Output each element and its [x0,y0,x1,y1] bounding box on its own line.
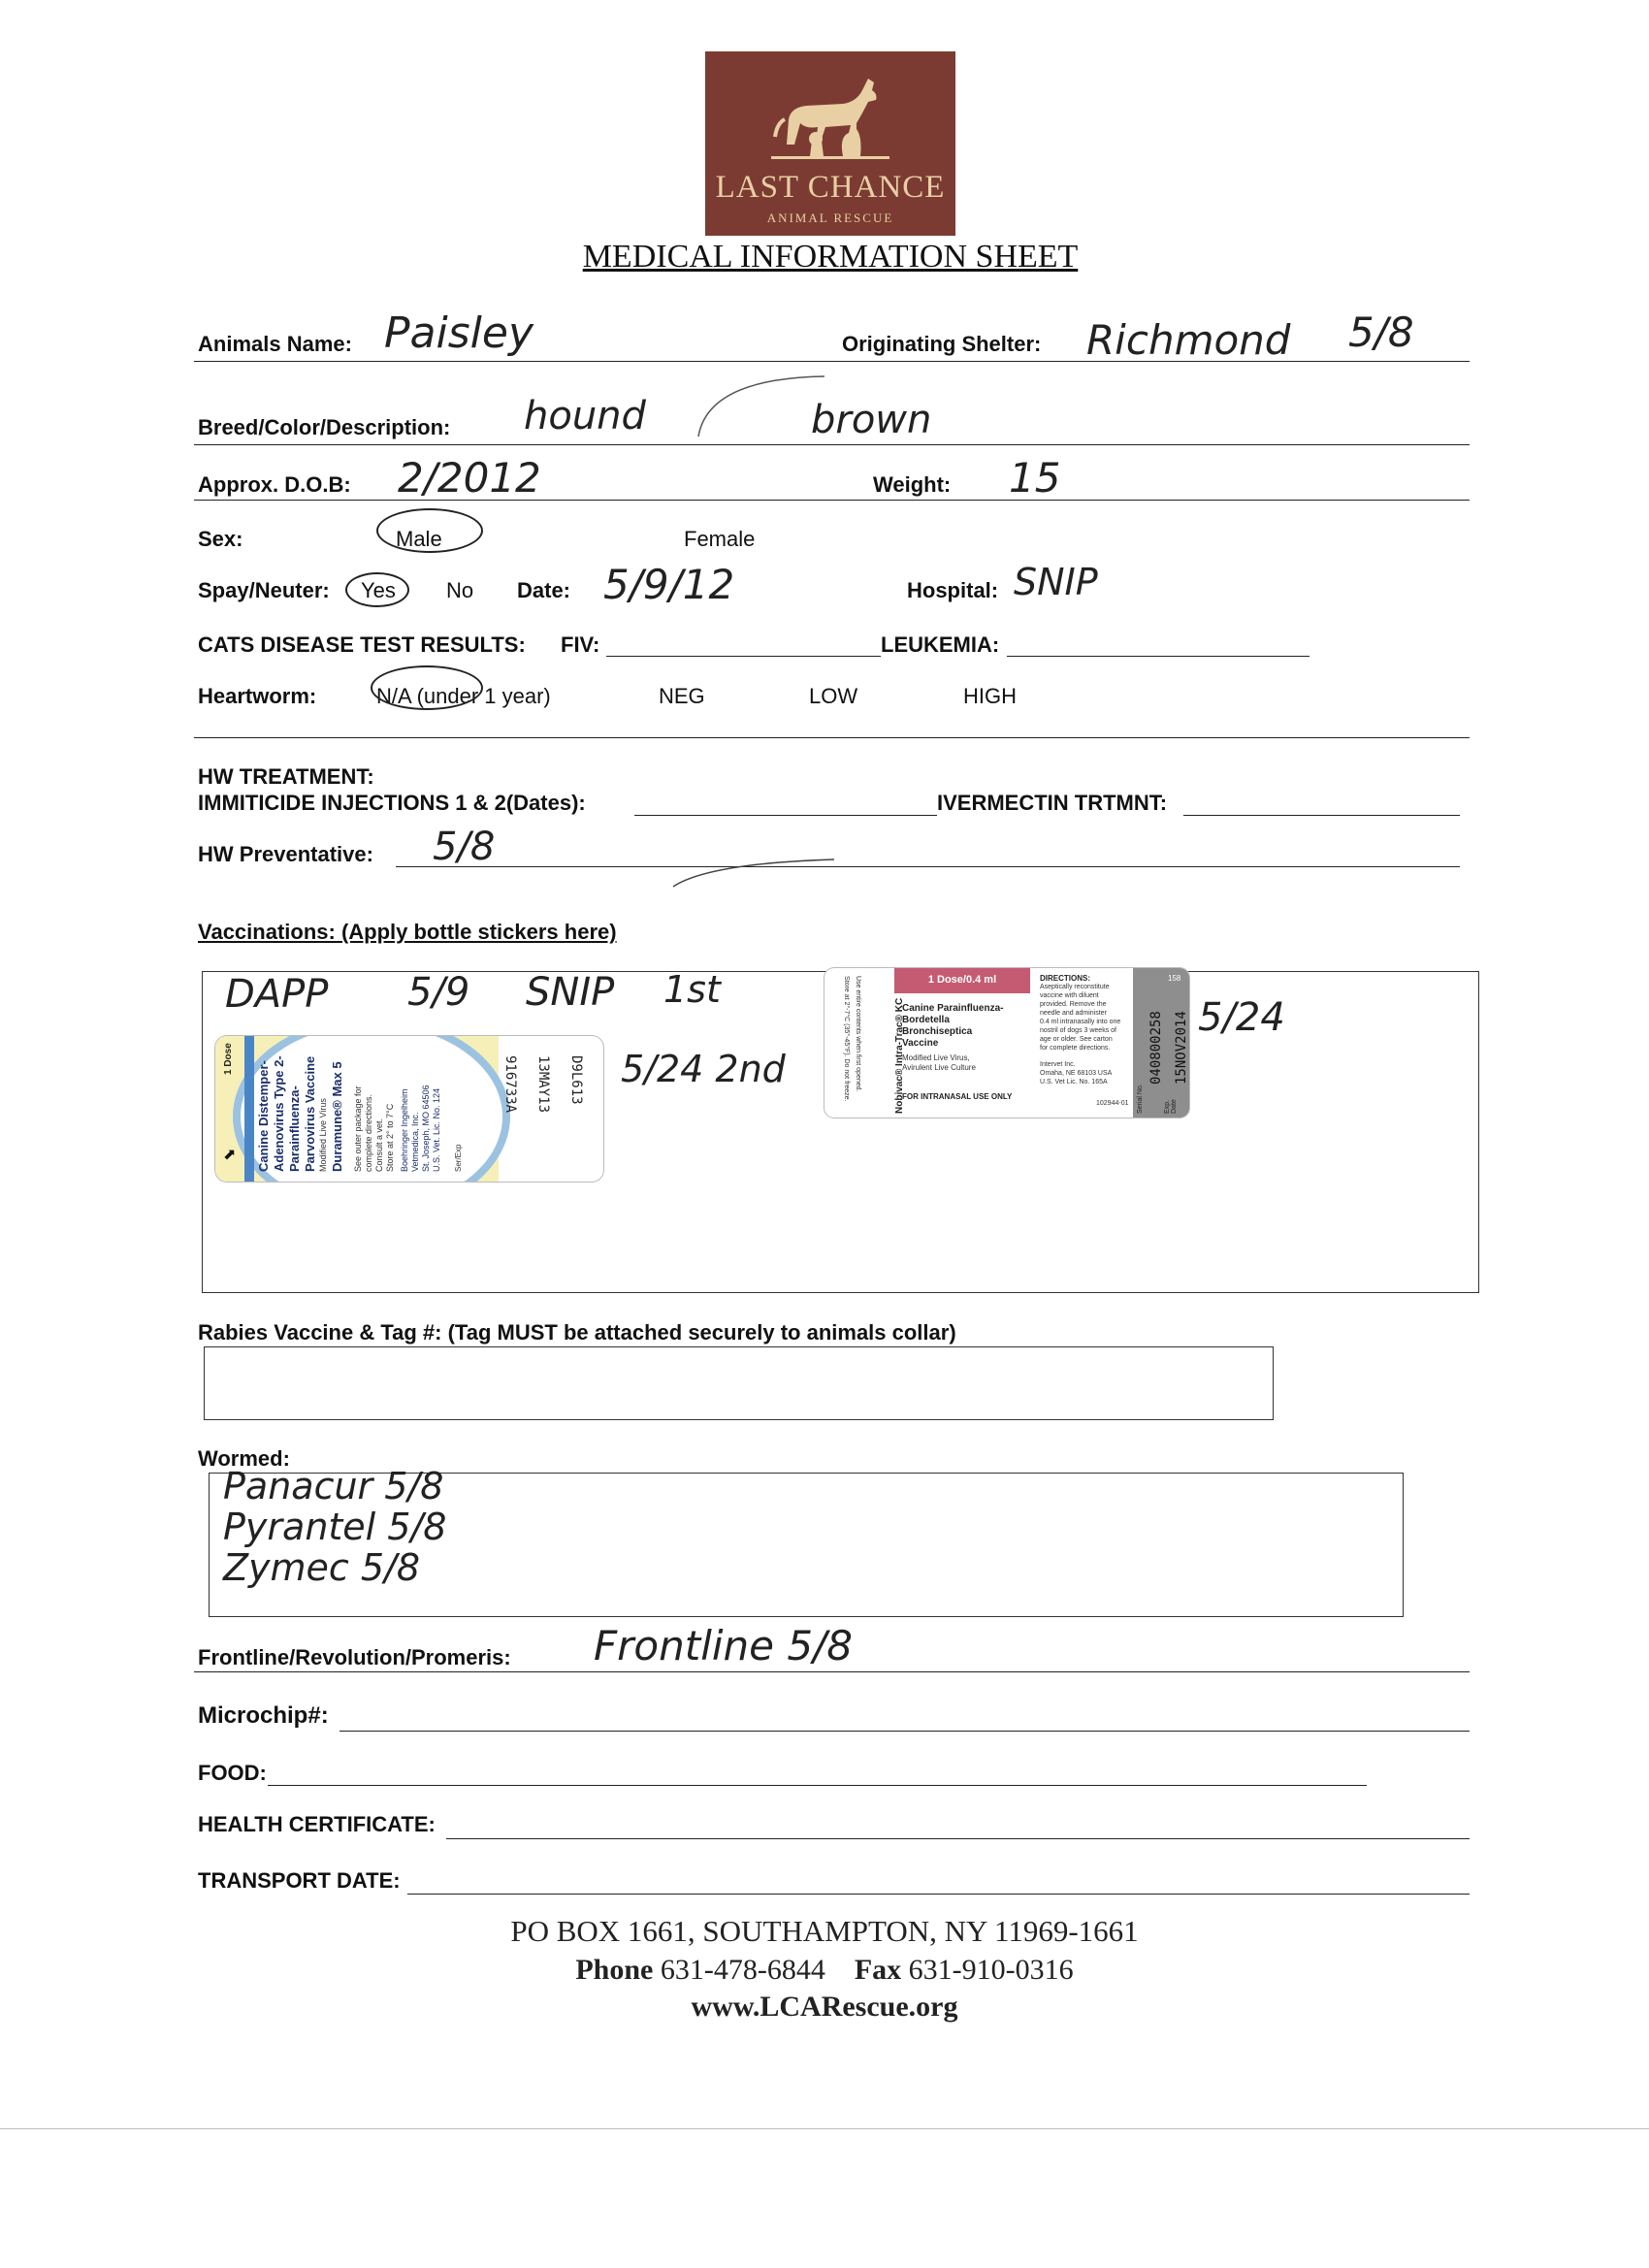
fax-label: Fax [854,1954,902,1986]
sticker2-dose: 1 Dose/0.4 ml [927,974,997,986]
leukemia-line [1007,656,1310,657]
frontline-label: Frontline/Revolution/Promeris: [198,1645,511,1669]
row-line [194,500,1470,501]
section-line [194,737,1470,738]
sticker2-l3: Bronchiseptica [902,1026,973,1037]
logo-subtitle: ANIMAL RESCUE [766,211,894,225]
sex-option-male[interactable]: Male [396,527,442,551]
breed-value-1: hound [524,394,646,438]
sticker-text-block [215,1036,603,1182]
immiticide-label: IMMITICIDE INJECTIONS 1 & 2(Dates): [198,791,586,815]
spay-date-value: 5/9/12 [603,561,735,608]
horse-dog-cat-icon [767,69,893,166]
phone-label: Phone [575,1954,654,1986]
sticker2-d7: age or older. See carton [1040,1036,1113,1043]
sticker1-note3: Consult a vet. [374,1118,384,1172]
food-line [268,1785,1367,1786]
row-line [194,444,1470,445]
sticker1-maker4: U.S. Vet. Lic. No. 124 [432,1087,441,1172]
sticker1-note1: See outer package for [353,1085,363,1172]
vaccination-note-date: 5/9 [407,970,470,1015]
sticker2-d6: nostril of dogs 3 weeks of [1040,1027,1116,1034]
logo-name: LAST CHANCE [715,170,946,205]
sticker2-d4: needle and administer [1040,1010,1107,1017]
sticker2-exp-label: Exp. Date [1164,1099,1178,1114]
sex-label: Sex: [198,527,243,551]
footer-phone-fax [0,1954,1649,1987]
wormed-entry: Zymec 5/8 [223,1546,421,1589]
sticker1-maker3: St. Joseph, MO 64506 [421,1085,431,1172]
animal-name-label: Animals Name: [198,332,352,356]
sticker2-m1: Intervet Inc. [1040,1061,1076,1068]
nobivac-sticker [824,968,1189,1118]
frontline-line [194,1671,1470,1672]
shelter-date: 5/8 [1348,308,1414,356]
sticker2-code: 102944-01 [1096,1100,1129,1107]
sticker2-side-text-1: Store at 2°-7°C (35°-45°F). Do not freeze. [843,976,850,1102]
footer-address: PO BOX 1661, SOUTHAMPTON, NY 11969-1661 [510,1914,1139,1948]
food-label: FOOD: [198,1761,267,1785]
heartworm-option-na[interactable]: N/A (under 1 year) [376,684,551,708]
heartworm-option-high[interactable]: HIGH [963,684,1017,708]
sticker2-brand: Nobivac® Intra-Trac® KC [894,997,905,1114]
sticker1-note2: complete directions. [364,1093,373,1172]
sticker2-dir-title: DIRECTIONS: [1040,974,1090,983]
hw-preventative-line [396,866,1460,867]
sticker2-d8: for complete directions. [1040,1045,1111,1052]
fiv-line [606,656,881,657]
sticker2-d2: vaccine with diluent [1040,992,1099,999]
hw-treatment-label: HW TREATMENT: [198,764,374,789]
microchip-label: Microchip#: [198,1702,329,1729]
sticker2-l5: Modified Live Virus, [902,1053,970,1062]
sticker2-side-text-2: Use entire contents when first opened. [855,976,861,1092]
dob-label: Approx. D.O.B: [198,472,351,497]
arrow-icon: ⬈ [223,1147,237,1163]
rescue-logo [705,51,955,236]
phone-number: 631-478-6844 [660,1954,825,1986]
page-bottom-edge [0,2128,1649,2129]
spay-date-label: Date: [517,578,571,602]
vaccinations-label: Vaccinations: (Apply bottle stickers here) [198,920,617,944]
sticker1-maker1: Boehringer Ingelheim [400,1088,409,1172]
vaccination-note-right: 5/24 [1198,995,1285,1040]
health-certificate-line [446,1838,1470,1839]
sticker1-exp: 13MAY13 [535,1055,551,1114]
sticker1-code: D9L613 [568,1055,584,1105]
sex-option-female[interactable]: Female [684,527,756,551]
rabies-tag-box[interactable] [204,1346,1274,1420]
stray-pen-mark [679,369,854,446]
sticker2-intranasal: FOR INTRANASAL USE ONLY [902,1092,1013,1101]
stray-pen-mark [669,854,844,892]
sticker2-d1: Aseptically reconstitute [1040,984,1110,990]
sticker1-line3: Parainfluenza- [287,1085,302,1172]
male-selected-circle [376,508,483,553]
heartworm-option-neg[interactable]: NEG [659,684,705,708]
fax-number: 631-910-0316 [908,1954,1074,1986]
heartworm-option-low[interactable]: LOW [809,684,858,708]
animal-name-value: Paisley [384,308,534,358]
spay-option-yes[interactable]: Yes [361,578,396,602]
sticker1-line2: Adenovirus Type 2- [272,1055,286,1172]
row-line [194,361,1470,362]
hw-preventative-value: 5/8 [433,825,496,869]
sticker2-m2: Omaha, NE 68103 USA [1040,1070,1113,1077]
vaccination-note-dapp: DAPP [225,972,329,1017]
sticker2-l4: Vaccine [902,1038,939,1049]
sticker2-corner: 158 [1168,974,1181,983]
ivermectin-label: IVERMECTIN TRTMNT: [937,791,1168,815]
sticker1-serial: 916733A [502,1055,518,1114]
health-certificate-label: HEALTH CERTIFICATE: [198,1812,436,1836]
sticker1-serial-label: Ser/Exp [454,1144,463,1172]
shelter-value: Richmond [1086,316,1291,364]
footer-website[interactable]: www.LCARescue.org [691,1991,958,2023]
sticker2-l2: Bordetella [902,1015,950,1025]
sticker1-maker2: Vetmedica, Inc. [410,1112,420,1172]
sticker2-serial: 040800258 [1148,1011,1164,1085]
sticker1-line5: Modified Live Virus [318,1098,328,1172]
duramune-sticker [215,1036,603,1182]
heartworm-label: Heartworm: [198,684,317,708]
sticker2-exp: 15NOV2014 [1174,1011,1189,1085]
sticker2-d3: provided. Remove the [1040,1001,1107,1008]
na-selected-circle [371,665,483,710]
wormed-entry: Panacur 5/8 [223,1465,444,1507]
vaccination-note-snip: SNIP [526,970,615,1015]
weight-label: Weight: [873,472,952,497]
vaccination-note-1st: 1st [663,968,721,1011]
sticker1-product: Duramune® Max 5 [330,1061,344,1172]
breed-value-2: brown [811,398,932,442]
sticker2-serial-label: Serial No. [1137,1084,1144,1114]
sticker1-line4: Parvovirus Vaccine [303,1055,317,1172]
ivermectin-line [1183,815,1460,816]
leukemia-label: LEUKEMIA: [881,632,1000,657]
hw-preventative-label: HW Preventative: [198,842,373,866]
spay-option-no[interactable]: No [446,578,474,602]
sticker1-dose: 1 Dose [223,1043,234,1075]
transport-date-line [407,1894,1470,1895]
breed-label: Breed/Color/Description: [198,415,451,439]
wormed-label: Wormed: [198,1446,290,1471]
microchip-line [340,1731,1470,1732]
weight-value: 15 [1009,454,1061,502]
wormed-entry: Pyrantel 5/8 [223,1506,447,1548]
transport-date-label: TRANSPORT DATE: [198,1868,401,1893]
sticker1-line1: Canine Distemper- [256,1060,271,1172]
rabies-label: Rabies Vaccine & Tag #: (Tag MUST be attached securely to animals collar) [198,1320,956,1345]
sticker1-note4: Store at 2° to 7°C [385,1103,395,1172]
fiv-label: FIV: [561,632,600,657]
frontline-value: Frontline 5/8 [594,1622,853,1669]
hospital-value: SNIP [1014,561,1098,603]
sticker2-d5: 0.4 ml intranasally into one [1040,1019,1121,1025]
spay-label: Spay/Neuter: [198,578,330,602]
yes-selected-circle [345,572,409,607]
page-title: MEDICAL INFORMATION SHEET [582,239,1079,275]
hospital-label: Hospital: [907,578,999,602]
dob-value: 2/2012 [398,454,541,502]
immiticide-line [634,815,937,816]
sticker2-m3: U.S. Vet Lic. No. 165A [1040,1079,1108,1085]
sticker2-l6: Avirulent Live Culture [902,1063,976,1072]
shelter-label: Originating Shelter: [842,332,1042,356]
sticker2-l1: Canine Parainfluenza- [902,1003,1004,1014]
cats-test-label: CATS DISEASE TEST RESULTS: [198,632,526,657]
vaccination-note-2nd: 5/24 2nd [621,1048,786,1090]
